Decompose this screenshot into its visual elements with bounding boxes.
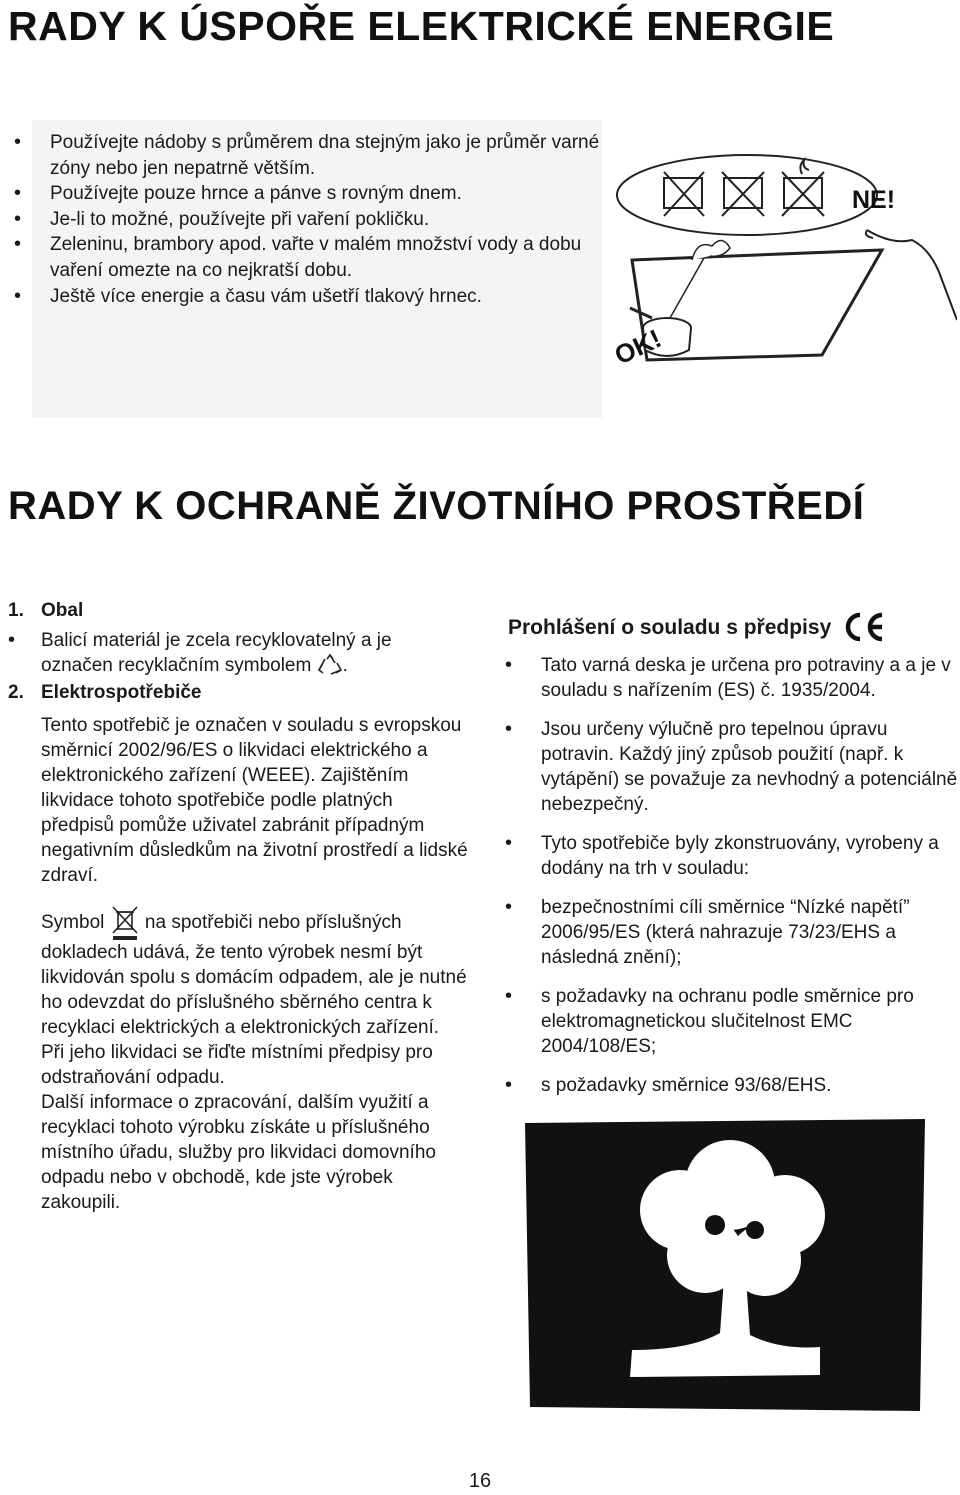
- packaging-heading: [8, 598, 468, 623]
- ok-label: OK!: [612, 323, 666, 371]
- conformity-heading-text: Prohlášení o souladu s předpisy: [508, 615, 832, 639]
- list-item: • s požadavky směrnice 93/68/EHS.: [541, 1073, 958, 1098]
- conformity-heading: [508, 611, 958, 643]
- list-item: • Tato varná deska je určena pro potraviny a a je v souladu s nařízením (ES) č. 1935/2004.: [541, 653, 958, 703]
- packaging-list: [41, 628, 468, 678]
- appliances-heading-text: Elektrospotřebiče: [41, 682, 202, 703]
- cooktop-drawing: [612, 150, 957, 395]
- list-item: • Zeleninu, brambory apod. vařte v malém množství vody a dobu vaření omezte na co nejkratší dobu.: [50, 232, 610, 283]
- recycling-icon: [317, 654, 343, 678]
- appliances-paragraph-2: [41, 906, 468, 1040]
- packaging-text-end: .: [342, 655, 348, 676]
- appliances-paragraph-4: Další informace o zpracování, dalším využití a recyklaci tohoto výrobku získáte u příslušného místního úřadu, služby pro likvidaci domovního odpadu nebo v obchodě, kde jste výrobek zakoupili.: [41, 1092, 436, 1213]
- packaging-number: 1.: [8, 600, 24, 621]
- tree-icon: [520, 1115, 930, 1415]
- appliances-paragraph-2-text: na spotřebiči nebo příslušných dokladech udává, že tento výrobek nesmí být likvidován spolu s domácím odpadem, ale je nutné ho odevzdat do příslušného sběrného centra k recyklaci elektrických a elektronických zařízení.: [41, 912, 467, 1038]
- list-item: • Používejte nádoby s průměrem dna stejným jako je průměr varné zóny nebo jen nepatrně větším.: [50, 130, 610, 181]
- list-item: • Jsou určeny výlučně pro tepelnou úpravu potravin. Každý jiný způsob použití (např. k vytápění) se považuje za nevhodný a potenciálně nebezpečný.: [541, 717, 958, 817]
- appliances-paragraph-1: Tento spotřebič je označen v souladu s evropskou směrnicí 2002/96/ES o likvidaci elektrického a elektronického zařízení (WEEE). Zajištěním likvidace tohoto spotřebiče podle platných předpisů pomůže uživatel zabránit případným negativním důsledkům na životní prostředí a lidské zdraví.: [41, 715, 468, 886]
- list-item: • s požadavky na ochranu podle směrnice pro elektromagnetickou slučitelnost EMC 2004/108/ES;: [541, 984, 958, 1059]
- no-label: NE!: [852, 186, 896, 214]
- packaging-text: Balicí materiál je zcela recyklovatelný a je označen recyklačním symbolem: [41, 630, 392, 676]
- appliances-paragraph-3: Při jeho likvidaci se řiďte místními předpisy pro odstraňování odpadu.: [41, 1042, 433, 1088]
- appliances-number: 2.: [8, 682, 24, 703]
- packaging-heading-text: Obal: [41, 600, 84, 621]
- environment-section-title: RADY K OCHRANĚ ŽIVOTNÍHO PROSTŘEDÍ: [8, 484, 865, 528]
- energy-tips-list: [50, 130, 610, 309]
- conformity-list: [541, 653, 958, 1098]
- list-item: • Je-li to možné, používejte při vaření pokličku.: [50, 207, 610, 233]
- environment-left-column: [8, 598, 468, 1215]
- list-item: [41, 628, 468, 678]
- crossed-bin-icon: [110, 906, 140, 940]
- ce-mark-icon: [841, 611, 885, 643]
- list-item: • Tyto spotřebiče byly zkonstruovány, vyrobeny a dodány na trh v souladu:: [541, 831, 958, 881]
- page-number: 16: [468, 1470, 492, 1492]
- list-item: • Používejte pouze hrnce a pánve s rovným dnem.: [50, 181, 610, 207]
- symbol-word: Symbol: [41, 912, 105, 934]
- conformity-column: [508, 611, 958, 1112]
- energy-section-title: RADY K ÚSPOŘE ELEKTRICKÉ ENERGIE: [8, 3, 835, 49]
- list-item: • bezpečnostními cíli směrnice “Nízké napětí” 2006/95/ES (která nahrazuje 73/23/EHS a následná znění);: [541, 895, 958, 970]
- appliances-heading: [8, 680, 468, 705]
- list-item: • Ještě více energie a času vám ušetří tlakový hrnec.: [50, 284, 610, 310]
- cookware-illustration: [612, 150, 957, 395]
- environment-tree-image: [520, 1115, 930, 1415]
